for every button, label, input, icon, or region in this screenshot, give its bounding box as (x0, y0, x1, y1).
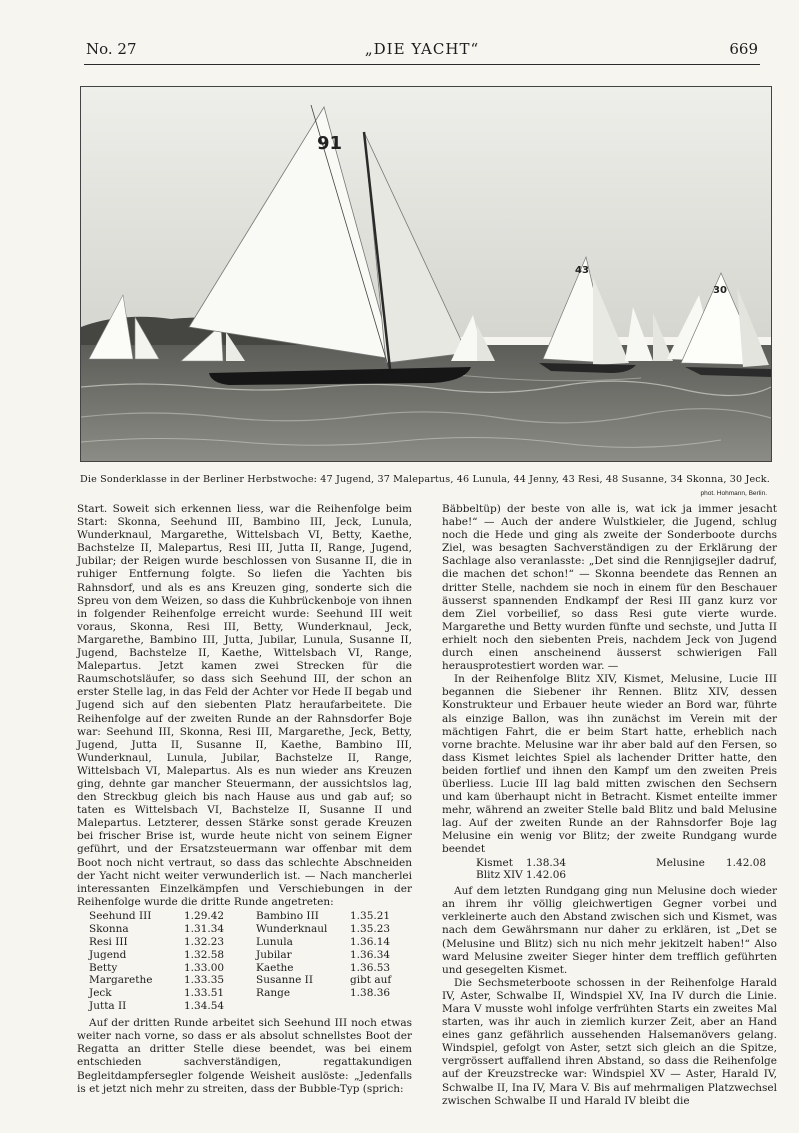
elapsed-time: gibt auf (350, 974, 392, 987)
boat-name: Jutta II (89, 1000, 127, 1013)
paragraph: Auf der dritten Runde arbeitet sich Seehund III noch etwas weiter nach vorne, so dass er als absolut schnellstes Boot der Regatta an dritter Stelle diese beendet, was bei einem entschieden sachverständigen, regattakundigen Begleitdampfersegler folgende Weisheit auslöste: „Jedenfalls is et jetzt nich mehr zu streiten, dass der Bubble-Typ (sprich: (77, 1017, 412, 1095)
third-round-times-table (89, 910, 391, 1013)
paragraph: Start. Soweit sich erkennen liess, war die Reihenfolge beim Start: Skonna, Seehund III, Bambino III, Jeck, Lunula, Wunderknaul, Margarethe, Wittelsbach VI, Betty, Kaethe, Bachstelze II, Malepartus, Resi III, Jutta II, Range, Jugend, Jubilar; der Reigen wurde beschlossen von Susanne II, die in ruhiger Entfernung folgte. So liefen die Yachten bis Rahnsdorf, und als es ans Kreuzen ging, sonderte sich die Spreu von dem Weizen, so dass die Kuhbrückenboje von ihnen in folgender Reihenfolge erreicht wurde: Seehund III weit voraus, Skonna, Resi III, Betty, Wunderknaul, Jeck, Margarethe, Bambino III, Jutta, Jubilar, Lunula, Susanne II, Jugend, Bachstelze II, Kaethe, Wittelsbach VI, Range, Malepartus. Jetzt kamen zwei Strecken für die Raumschotsläufer, so dass sich Seehund III, der schon an erster Stelle lag, in das Feld der Achter vor Hede II begab und Jugend sich auf den siebenten Platz heraufarbeitete. Die Reihenfolge auf der zweiten Runde an der Rahnsdorfer Boje war: Seehund III, Skonna, Resi III, Margarethe, Jeck, Betty, Jugend, Jutta II, Susanne II, Kaethe, Bambino III, Wunderknaul, Lunula, Jubilar, Bachstelze II, Range, Wittelsbach VI, Malepartus. Als es nun wieder ans Kreuzen ging, dehnte gar mancher Steuermann, der aussichtslos lag, den Streckbug gleich bis nach Hause aus und gab auf; so taten es Wittelsbach VI, Bachstelze II, Susanne II und Malepartus. Letzterer, dessen Stärke sonst gerade Kreuzen bei frischer Brise ist, wurde heute nicht von seinem Eigner geführt, und der Ersatzsteuermann war offenbar mit dem Boot noch nicht vertraut, so dass das schlechte Abschneiden der Yacht nicht weiter verwunderlich ist. — Nach mancherlei interessanten Einzelkämpfen und Verschiebungen in der Reihenfolge wurde die dritte Runde angetreten: (77, 503, 412, 908)
boat-name: Kismet (476, 856, 513, 869)
table-row (89, 910, 391, 923)
table-row (89, 974, 391, 987)
boat-name: Blitz XIV (476, 869, 523, 882)
boat-name: Jeck (89, 987, 112, 1000)
elapsed-time: 1.33.35 (184, 974, 225, 987)
boat-name: Seehund III (89, 909, 152, 922)
photo-caption: Die Sonderklasse in der Berliner Herbstwoche: 47 Jugend, 37 Malepartus, 46 Lunula, 44 Jenny, 43 Resi, 48 Susanne, 34 Skonna, 30 Jeck. (80, 474, 770, 485)
table-row (89, 923, 391, 936)
boat-name: Margarethe (89, 974, 153, 987)
elapsed-time: 1.38.34 (526, 856, 567, 869)
elapsed-time: 1.35.23 (350, 922, 391, 935)
sail-number-91: 91 (317, 133, 343, 154)
table-row (89, 949, 391, 962)
elapsed-time: 1.29.42 (184, 909, 225, 922)
sail-number-43: 43 (575, 265, 589, 276)
right-column (442, 503, 777, 1108)
elapsed-time: 1.42.06 (526, 869, 567, 882)
journal-title: „DIE YACHT“ (364, 40, 480, 58)
sail-number-30: 30 (713, 285, 727, 296)
table-row (89, 936, 391, 949)
elapsed-time: 1.34.54 (184, 1000, 225, 1013)
paragraph: In der Reihenfolge Blitz XIV, Kismet, Melusine, Lucie III begannen die Siebener ihr Rennen. Blitz XIV, dessen Konstrukteur und Erbauer heute wieder an Bord war, führte als einzige Ballon, was ihn zunächst im Verein mit der mächtigen Fahrt, die er beim Start hatte, erheblich nach vorne brachte. Melusine war ihr aber bald auf den Fersen, so dass Kismet leichtes Spiel als lachender Dritter hatte, den beiden fortlief und ihnen den Kampf um den zweiten Preis überliess. Lucie III lag bald mitten zwischen den Sechsern und kam überhaupt nicht in Betracht. Kismet enteilte immer mehr, während an zweiter Stelle bald Blitz und bald Melusine lag. Auf der zweiten Runde an der Rahnsdorfer Boje lag Melusine ein wenig vor Blitz; der zweite Rundgang wurde beendet (442, 673, 777, 856)
elapsed-time: 1.36.34 (350, 948, 391, 961)
regatta-photo (80, 86, 772, 462)
elapsed-time: 1.32.23 (184, 935, 225, 948)
boat-name: Lunula (256, 935, 293, 948)
second-round-times-table (476, 857, 766, 883)
table-row (476, 857, 766, 870)
elapsed-time: 1.42.08 (726, 856, 767, 869)
table-row (89, 962, 391, 975)
left-column (77, 503, 412, 1096)
elapsed-time: 1.36.14 (350, 935, 391, 948)
boat-name (256, 1000, 350, 1013)
boat-name: Range (256, 987, 291, 1000)
page-number: 669 (729, 40, 758, 58)
boat-name (656, 869, 726, 882)
boat-name: Jugend (89, 948, 127, 961)
elapsed-time (350, 1000, 391, 1013)
elapsed-time: 1.38.36 (350, 987, 391, 1000)
boat-name: Betty (89, 961, 118, 974)
boat-name: Wunderknaul (256, 922, 328, 935)
boat-name: Jubilar (256, 948, 292, 961)
paragraph: Bäbbeltüp) der beste von alle is, wat ick ja immer jesacht habe!“ — Auch der andere Wulstkieler, die Jugend, schlug noch die Hede und ging als zweite der Sonderboote durchs Ziel, was besagten Sachverständigen zu der Erklärung der Sachlage also veranlasste: „Det sind die Rennjigsejler dadruf, die machen det schon!“ — Skonna beendete das Rennen an dritter Stelle, nachdem sie noch in einem für den Beschauer äusserst spannenden Endkampf der Resi III ganz kurz vor dem Ziel vorbeilief, so dass Resi gute vierte wurde. Margarethe und Betty wurden fünfte und sechste, und Jutta II erhielt noch den siebenten Preis, nachdem Jeck von Jugend durch einen anscheinend äusserst schwierigen Fall herausprotestiert worden war. — (442, 503, 777, 673)
photo-credit: phot. Hohmann, Berlin. (700, 490, 767, 497)
elapsed-time: 1.31.34 (184, 922, 225, 935)
boat-name: Kaethe (256, 961, 294, 974)
issue-number: No. 27 (86, 40, 137, 58)
elapsed-time: 1.36.53 (350, 961, 391, 974)
boat-name: Susanne II (256, 974, 313, 987)
elapsed-time: 1.33.51 (184, 987, 225, 1000)
table-row (89, 987, 391, 1000)
table-row (89, 1000, 391, 1013)
elapsed-time: 1.33.00 (184, 961, 225, 974)
boat-name: Skonna (89, 922, 129, 935)
elapsed-time: 1.32.58 (184, 948, 225, 961)
boat-name: Resi III (89, 935, 128, 948)
paragraph: Auf dem letzten Rundgang ging nun Melusine doch wieder an ihrem ihr völlig gleichwertigen Gegner vorbei und verkleinerte auch den Abstand zwischen sich und Kismet, was nach dem Gewährsmann nur daher zu erklären, ist „Det se (Melusine und Blitz) sich nu nich mehr jekitzelt haben!“ Also ward Melusine zweiter Sieger hinter dem trefflich geführten und gesegelten Kismet. (442, 885, 777, 976)
elapsed-time: 1.35.21 (350, 909, 391, 922)
boat-name: Bambino III (256, 909, 319, 922)
boat-name: Melusine (656, 856, 705, 869)
table-row (476, 869, 766, 882)
page-header (84, 38, 760, 65)
paragraph: Die Sechsmeterboote schossen in der Reihenfolge Harald IV, Aster, Schwalbe II, Windspiel XV, Ina IV durch die Linie. Mara V musste wohl infolge verfrühten Starts ein zweites Mal starten, was ihr auch in ziemlich kurzer Zeit, aber an Hand eines ganz gefährlich aussehenden Halsemanövers gelang. Windspiel, gefolgt von Aster, setzt sich gleich an die Spitze, vergrössert auffallend ihren Abstand, so dass die Reihenfolge auf der Kreuzstrecke war: Windspiel XV — Aster, Harald IV, Schwalbe II, Ina IV, Mara V. Bis auf mehrmaligen Platzwechsel zwischen Schwalbe II und Harald IV bleibt die (442, 976, 777, 1107)
elapsed-time (726, 869, 766, 882)
